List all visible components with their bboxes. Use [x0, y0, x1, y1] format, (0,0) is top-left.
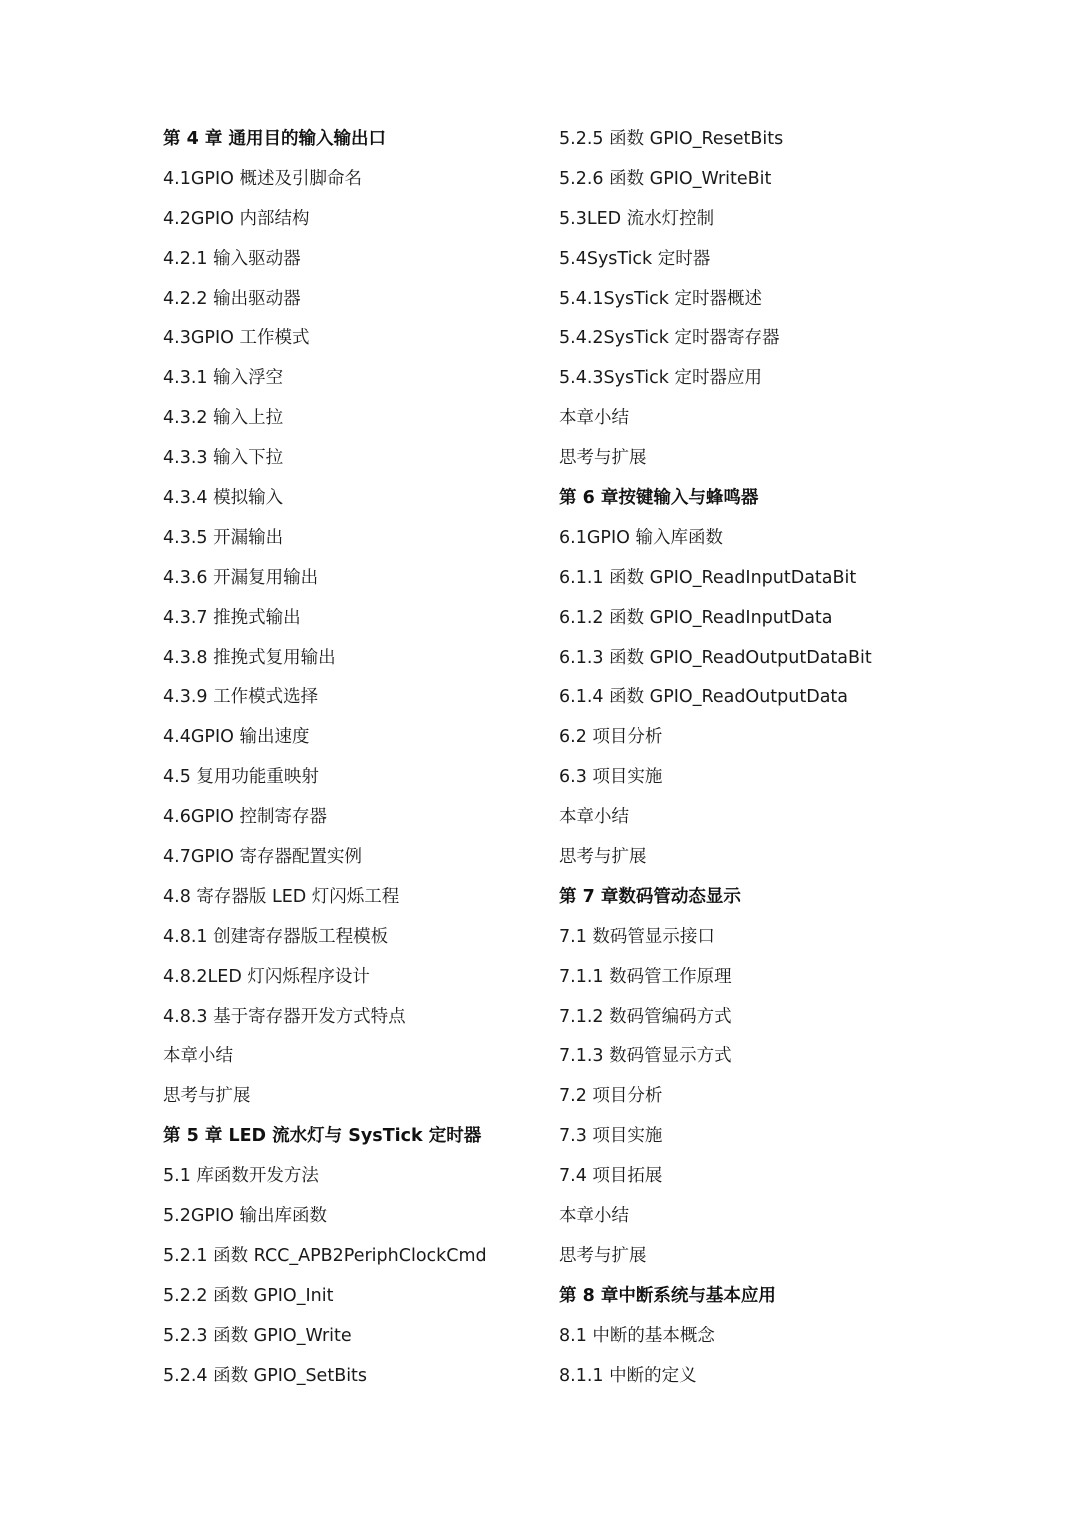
- toc-entry: 8.1 中断的基本概念: [559, 1325, 715, 1346]
- toc-entry: 4.3.3 输入下拉: [163, 448, 284, 469]
- toc-entry: 思考与扩展: [559, 847, 647, 868]
- toc-entry: 本章小结: [559, 1206, 629, 1227]
- toc-entry: 5.2.4 函数 GPIO_SetBits: [163, 1365, 368, 1386]
- toc-entry: 7.3 项目实施: [559, 1126, 663, 1147]
- toc-entry: 5.4SysTick 定时器: [559, 248, 711, 269]
- toc-entry: 4.2.2 输出驱动器: [163, 288, 301, 309]
- toc-entry: 4.5 复用功能重映射: [163, 767, 319, 788]
- toc-entry: 6.2 项目分析: [559, 727, 663, 748]
- toc-entry: 7.1.1 数码管工作原理: [559, 966, 732, 987]
- toc-entry: 6.1.3 函数 GPIO_ReadOutputDataBit: [559, 647, 872, 668]
- toc-right-column: [559, 120, 999, 1397]
- toc-entry: 4.1GPIO 概述及引脚命名: [163, 168, 362, 189]
- toc-entry: 4.3.4 模拟输入: [163, 488, 284, 509]
- toc-entry: 6.1.4 函数 GPIO_ReadOutputData: [559, 687, 848, 708]
- toc-entry: 8.1.1 中断的定义: [559, 1365, 697, 1386]
- toc-entry: 4.3.5 开漏输出: [163, 527, 284, 548]
- toc-entry: 5.4.1SysTick 定时器概述: [559, 288, 762, 309]
- toc-entry: 4.3.2 输入上拉: [163, 408, 284, 429]
- toc-entry: 4.7GPIO 寄存器配置实例: [163, 847, 362, 868]
- toc-chapter-heading: 第 5 章 LED 流水灯与 SysTick 定时器: [163, 1126, 482, 1147]
- toc-entry: 4.3.9 工作模式选择: [163, 687, 319, 708]
- toc-entry: 4.8.3 基于寄存器开发方式特点: [163, 1006, 406, 1027]
- toc-entry: 5.1 库函数开发方法: [163, 1166, 319, 1187]
- toc-entry: 5.4.2SysTick 定时器寄存器: [559, 328, 780, 349]
- toc-entry: 7.1.3 数码管显示方式: [559, 1046, 732, 1067]
- toc-entry: 4.2GPIO 内部结构: [163, 208, 310, 229]
- toc-entry: 6.3 项目实施: [559, 767, 663, 788]
- toc-entry: 思考与扩展: [559, 1245, 647, 1266]
- toc-entry: 4.3.6 开漏复用输出: [163, 567, 319, 588]
- toc-entry: 本章小结: [559, 408, 629, 429]
- toc-entry: 7.4 项目拓展: [559, 1166, 663, 1187]
- toc-entry: 6.1.2 函数 GPIO_ReadInputData: [559, 607, 833, 628]
- toc-entry: 5.2.2 函数 GPIO_Init: [163, 1285, 334, 1306]
- toc-left-column: [163, 120, 543, 1397]
- toc-chapter-heading: 第 8 章中断系统与基本应用: [559, 1285, 776, 1306]
- toc-entry: 4.3GPIO 工作模式: [163, 328, 310, 349]
- toc-entry: 7.1.2 数码管编码方式: [559, 1006, 732, 1027]
- toc-entry: 4.3.1 输入浮空: [163, 368, 284, 389]
- toc-entry: 4.6GPIO 控制寄存器: [163, 807, 327, 828]
- toc-entry: 4.8 寄存器版 LED 灯闪烁工程: [163, 886, 400, 907]
- toc-chapter-heading: 第 7 章数码管动态显示: [559, 886, 741, 907]
- toc-entry: 4.4GPIO 输出速度: [163, 727, 310, 748]
- toc-entry: 4.2.1 输入驱动器: [163, 248, 301, 269]
- toc-entry: 6.1.1 函数 GPIO_ReadInputDataBit: [559, 567, 857, 588]
- toc-entry: 5.2.3 函数 GPIO_Write: [163, 1325, 352, 1346]
- toc-entry: 7.1 数码管显示接口: [559, 926, 715, 947]
- toc-entry: 4.8.1 创建寄存器版工程模板: [163, 926, 389, 947]
- toc-entry: 5.2.1 函数 RCC_APB2PeriphClockCmd: [163, 1245, 487, 1266]
- toc-entry: 5.3LED 流水灯控制: [559, 208, 715, 229]
- toc-entry: 5.2GPIO 输出库函数: [163, 1206, 327, 1227]
- toc-entry: 5.2.6 函数 GPIO_WriteBit: [559, 168, 772, 189]
- toc-entry: 4.8.2LED 灯闪烁程序设计: [163, 966, 370, 987]
- toc-entry: 本章小结: [559, 807, 629, 828]
- toc-entry: 思考与扩展: [559, 448, 647, 469]
- toc-entry: 7.2 项目分析: [559, 1086, 663, 1107]
- toc-entry: 5.4.3SysTick 定时器应用: [559, 368, 762, 389]
- toc-chapter-heading: 第 6 章按键输入与蜂鸣器: [559, 488, 759, 509]
- toc-entry: 4.3.8 推挽式复用输出: [163, 647, 336, 668]
- toc-entry: 4.3.7 推挽式输出: [163, 607, 301, 628]
- toc-entry: 5.2.5 函数 GPIO_ResetBits: [559, 129, 784, 149]
- toc-chapter-heading: 第 4 章 通用目的输入输出口: [163, 129, 386, 149]
- toc-entry: 思考与扩展: [163, 1086, 251, 1107]
- toc-entry: 6.1GPIO 输入库函数: [559, 527, 723, 548]
- toc-entry: 本章小结: [163, 1046, 233, 1067]
